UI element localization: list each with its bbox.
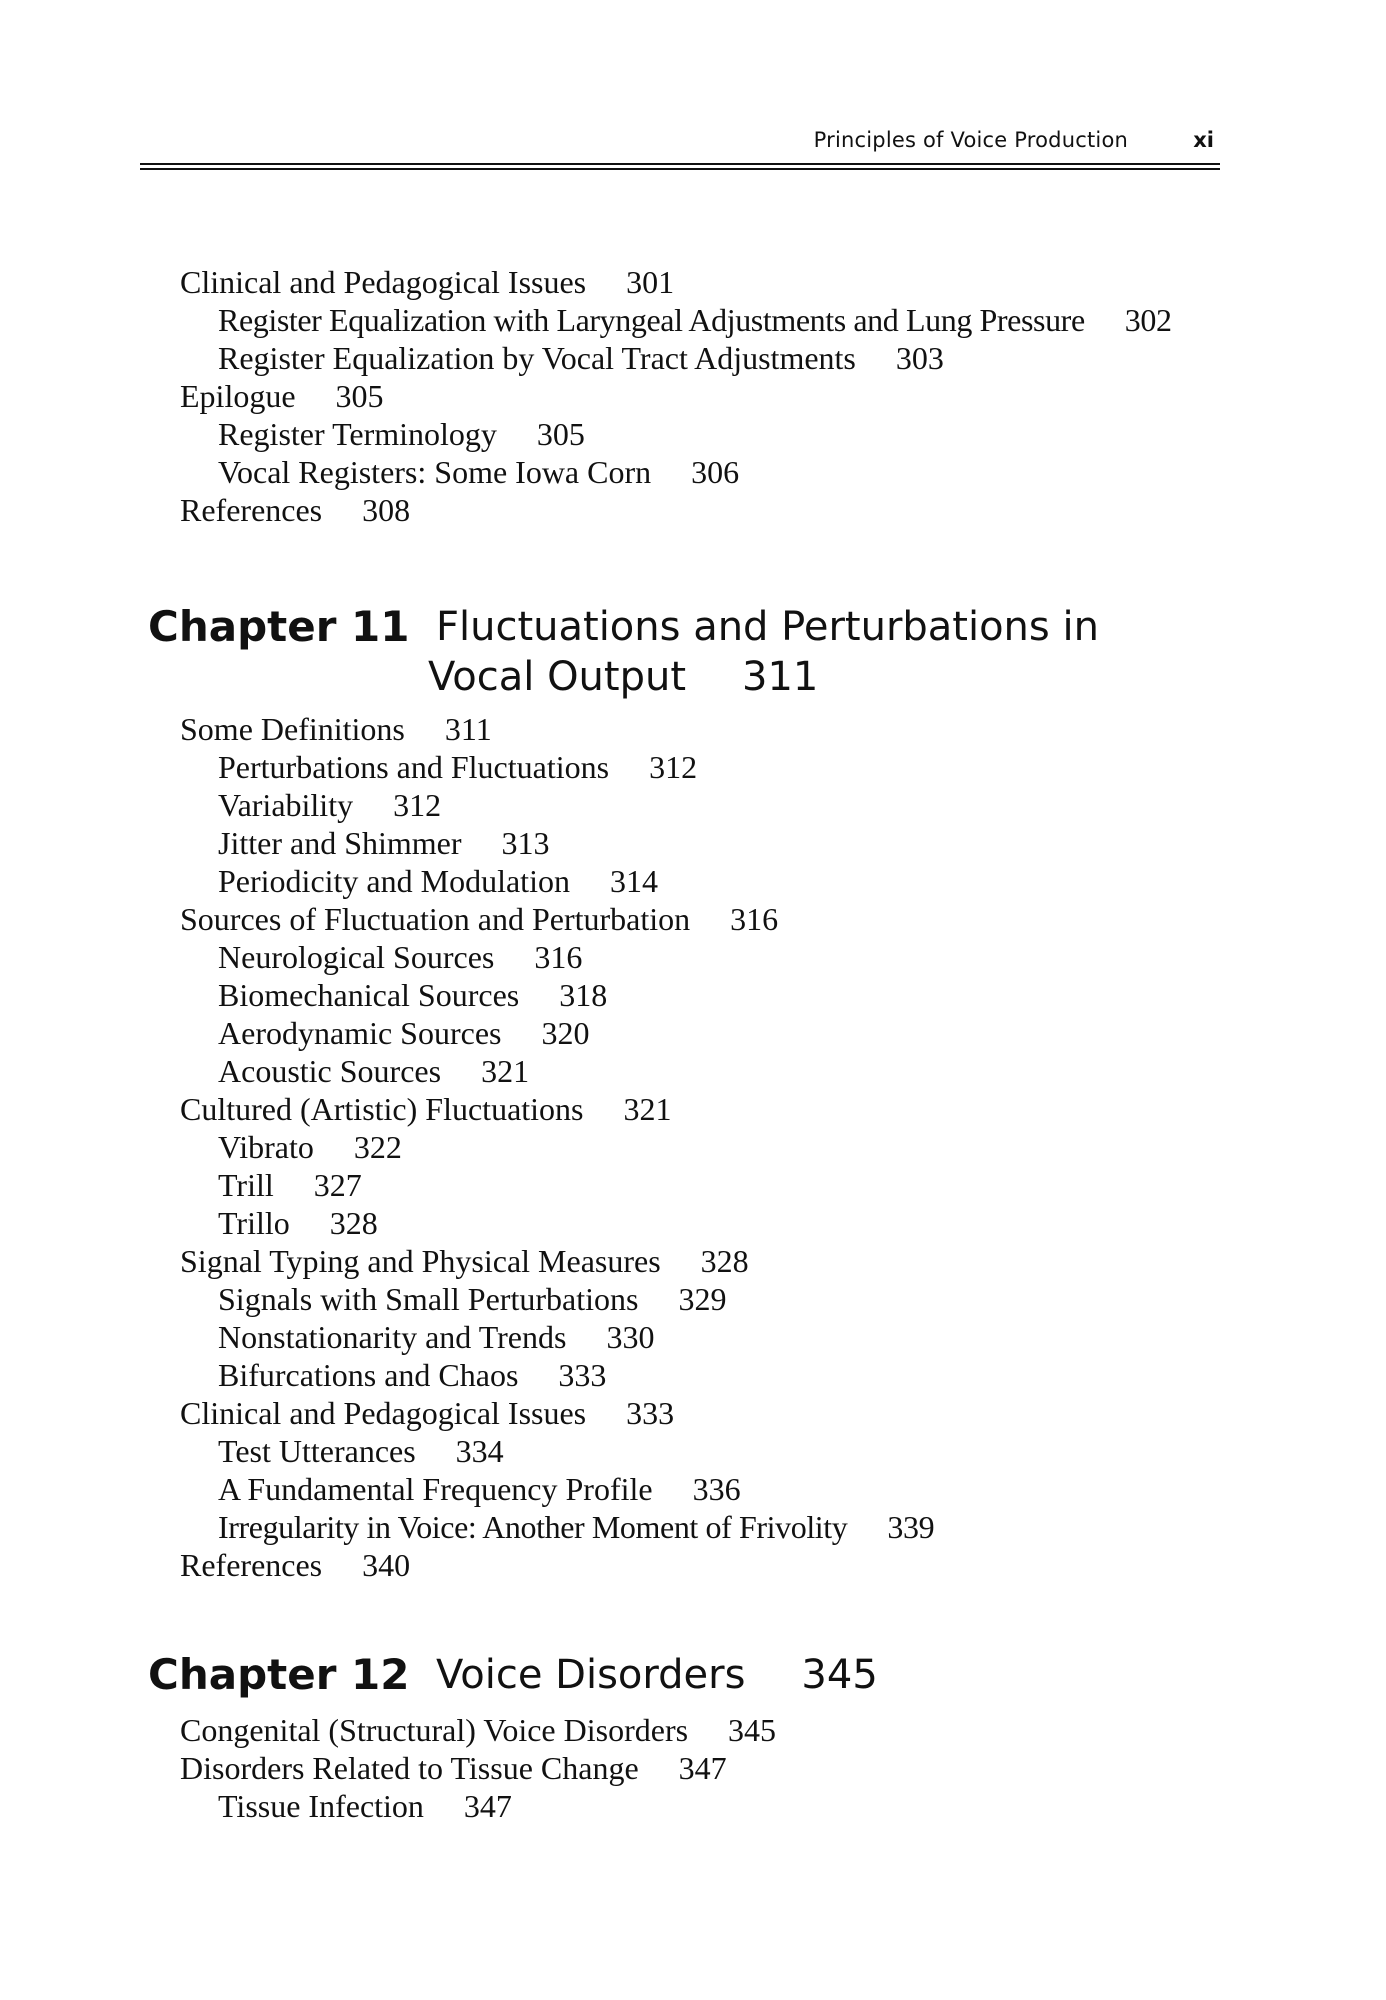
toc-entry-page: 328 bbox=[329, 1205, 378, 1241]
toc-entry-title: Neurological Sources bbox=[218, 939, 495, 975]
toc-entry-title: Tissue Infection bbox=[218, 1788, 424, 1824]
chapter-heading bbox=[0, 1650, 1386, 1706]
toc-entry-title: Epilogue bbox=[180, 378, 296, 414]
toc-entry-title: Trillo bbox=[218, 1205, 290, 1241]
toc-entry bbox=[218, 862, 658, 900]
toc-entry-title: Cultured (Artistic) Fluctuations bbox=[180, 1091, 584, 1127]
toc-entry-title: Signal Typing and Physical Measures bbox=[180, 1243, 661, 1279]
toc-entry bbox=[218, 1166, 362, 1204]
toc-entry-page: 336 bbox=[692, 1471, 741, 1507]
toc-entry-page: 311 bbox=[444, 711, 492, 747]
running-head bbox=[140, 128, 1220, 158]
toc-entry-page: 305 bbox=[536, 416, 585, 452]
toc-entry-title: Register Equalization with Laryngeal Adjustments and Lung Pressure bbox=[218, 302, 1085, 338]
toc-entry-title: Bifurcations and Chaos bbox=[218, 1357, 519, 1393]
toc-entry-title: Signals with Small Perturbations bbox=[218, 1281, 639, 1317]
toc-entry-page: 321 bbox=[481, 1053, 530, 1089]
chapter-label: Chapter 12 bbox=[148, 1650, 410, 1699]
toc-entry bbox=[218, 824, 550, 862]
toc-entry-page: 303 bbox=[895, 340, 944, 376]
toc-entry-page: 316 bbox=[534, 939, 583, 975]
toc-entry-page: 306 bbox=[691, 454, 740, 490]
toc-entry-page: 329 bbox=[678, 1281, 727, 1317]
toc-entry bbox=[218, 1508, 934, 1546]
toc-entry-title: Clinical and Pedagogical Issues bbox=[180, 264, 587, 300]
chapter-label: Chapter 11 bbox=[148, 602, 410, 651]
chapter-title: Voice Disorders bbox=[436, 1652, 746, 1698]
toc-entry-page: 333 bbox=[626, 1395, 675, 1431]
toc-entry bbox=[218, 1356, 606, 1394]
toc-entry bbox=[180, 1242, 749, 1280]
toc-entry bbox=[218, 1787, 512, 1825]
toc-entry-title: Irregularity in Voice: Another Moment of Frivolity bbox=[218, 1509, 848, 1545]
toc-entry bbox=[180, 377, 384, 415]
chapter-title-block bbox=[436, 1652, 878, 1698]
chapter-heading bbox=[0, 602, 1386, 712]
toc-entry-page: 330 bbox=[606, 1319, 655, 1355]
toc-entry-page: 318 bbox=[559, 977, 608, 1013]
toc-entry bbox=[218, 1432, 504, 1470]
toc-entry-page: 347 bbox=[678, 1750, 727, 1786]
toc-entry bbox=[218, 1280, 726, 1318]
chapter-title-line2: Vocal Output bbox=[428, 654, 687, 700]
toc-entry-page: 340 bbox=[362, 1547, 411, 1583]
toc-entry-page: 314 bbox=[609, 863, 658, 899]
toc-entry bbox=[218, 1014, 589, 1052]
toc-entry-title: Trill bbox=[218, 1167, 274, 1203]
toc-entry-page: 320 bbox=[541, 1015, 590, 1051]
toc-entry-title: Vibrato bbox=[218, 1129, 314, 1165]
toc-entry bbox=[218, 1052, 529, 1090]
toc-entry-page: 347 bbox=[463, 1788, 512, 1824]
toc-entry-title: References bbox=[180, 492, 323, 528]
toc-entry-page: 301 bbox=[626, 264, 675, 300]
toc-entry-title: Register Equalization by Vocal Tract Adjustments bbox=[218, 340, 856, 376]
toc-entry-page: 327 bbox=[313, 1167, 362, 1203]
toc-entry bbox=[218, 748, 697, 786]
running-title: Principles of Voice Production bbox=[813, 128, 1128, 152]
toc-entry bbox=[218, 1128, 402, 1166]
toc-entry-page: 316 bbox=[730, 901, 779, 937]
toc-entry-title: Aerodynamic Sources bbox=[218, 1015, 502, 1051]
chapter-page: 345 bbox=[801, 1652, 878, 1698]
toc-entry-page: 321 bbox=[623, 1091, 672, 1127]
toc-entry-title: Disorders Related to Tissue Change bbox=[180, 1750, 639, 1786]
chapter-title: Fluctuations and Perturbations in bbox=[436, 604, 1099, 650]
toc-entry bbox=[180, 1546, 410, 1584]
toc-entry-page: 334 bbox=[455, 1433, 504, 1469]
toc-entry-title: Acoustic Sources bbox=[218, 1053, 442, 1089]
toc-entry bbox=[218, 1470, 741, 1508]
toc-entry bbox=[218, 1204, 378, 1242]
toc-entry bbox=[218, 301, 1172, 339]
toc-entry-title: Congenital (Structural) Voice Disorders bbox=[180, 1712, 689, 1748]
header-rule-secondary bbox=[140, 168, 1220, 170]
toc-entry bbox=[218, 1318, 654, 1356]
toc-entry-page: 312 bbox=[649, 749, 698, 785]
header-rule bbox=[140, 163, 1220, 165]
toc-entry bbox=[218, 786, 441, 824]
toc-entry bbox=[180, 710, 492, 748]
toc-entry bbox=[218, 938, 582, 976]
toc-entry-page: 339 bbox=[887, 1509, 935, 1545]
toc-entry-title: Sources of Fluctuation and Perturbation bbox=[180, 901, 691, 937]
toc-entry-title: Jitter and Shimmer bbox=[218, 825, 462, 861]
toc-entry bbox=[218, 976, 607, 1014]
toc-entry bbox=[180, 491, 410, 529]
toc-entry-title: Register Terminology bbox=[218, 416, 497, 452]
chapter-title-continued bbox=[428, 654, 818, 700]
toc-entry-title: Clinical and Pedagogical Issues bbox=[180, 1395, 587, 1431]
toc-entry-title: Nonstationarity and Trends bbox=[218, 1319, 567, 1355]
toc-entry-title: Biomechanical Sources bbox=[218, 977, 520, 1013]
toc-entry-page: 322 bbox=[353, 1129, 402, 1165]
page-folio: xi bbox=[1193, 128, 1214, 152]
toc-entry bbox=[180, 263, 674, 301]
toc-entry bbox=[180, 1749, 727, 1787]
toc-entry-page: 312 bbox=[393, 787, 442, 823]
toc-entry-title: Some Definitions bbox=[180, 711, 405, 747]
toc-entry-page: 308 bbox=[362, 492, 411, 528]
toc-entry bbox=[180, 1711, 776, 1749]
toc-entry-page: 302 bbox=[1124, 302, 1172, 338]
toc-entry bbox=[218, 453, 739, 491]
toc-entry bbox=[180, 1394, 674, 1432]
toc-entry-page: 345 bbox=[728, 1712, 777, 1748]
toc-entry-title: References bbox=[180, 1547, 323, 1583]
toc-entry-page: 313 bbox=[501, 825, 550, 861]
toc-entry bbox=[218, 339, 944, 377]
toc-entry bbox=[180, 900, 778, 938]
toc-entry bbox=[180, 1090, 672, 1128]
toc-entry-title: A Fundamental Frequency Profile bbox=[218, 1471, 653, 1507]
toc-entry-title: Vocal Registers: Some Iowa Corn bbox=[218, 454, 652, 490]
toc-entry bbox=[218, 415, 585, 453]
toc-entry-title: Variability bbox=[218, 787, 354, 823]
toc-entry-title: Perturbations and Fluctuations bbox=[218, 749, 610, 785]
toc-entry-page: 305 bbox=[335, 378, 384, 414]
toc-entry-title: Test Utterances bbox=[218, 1433, 416, 1469]
toc-entry-page: 328 bbox=[700, 1243, 749, 1279]
toc-entry-title: Periodicity and Modulation bbox=[218, 863, 570, 899]
toc-entry-page: 333 bbox=[558, 1357, 607, 1393]
chapter-page: 311 bbox=[742, 654, 819, 700]
